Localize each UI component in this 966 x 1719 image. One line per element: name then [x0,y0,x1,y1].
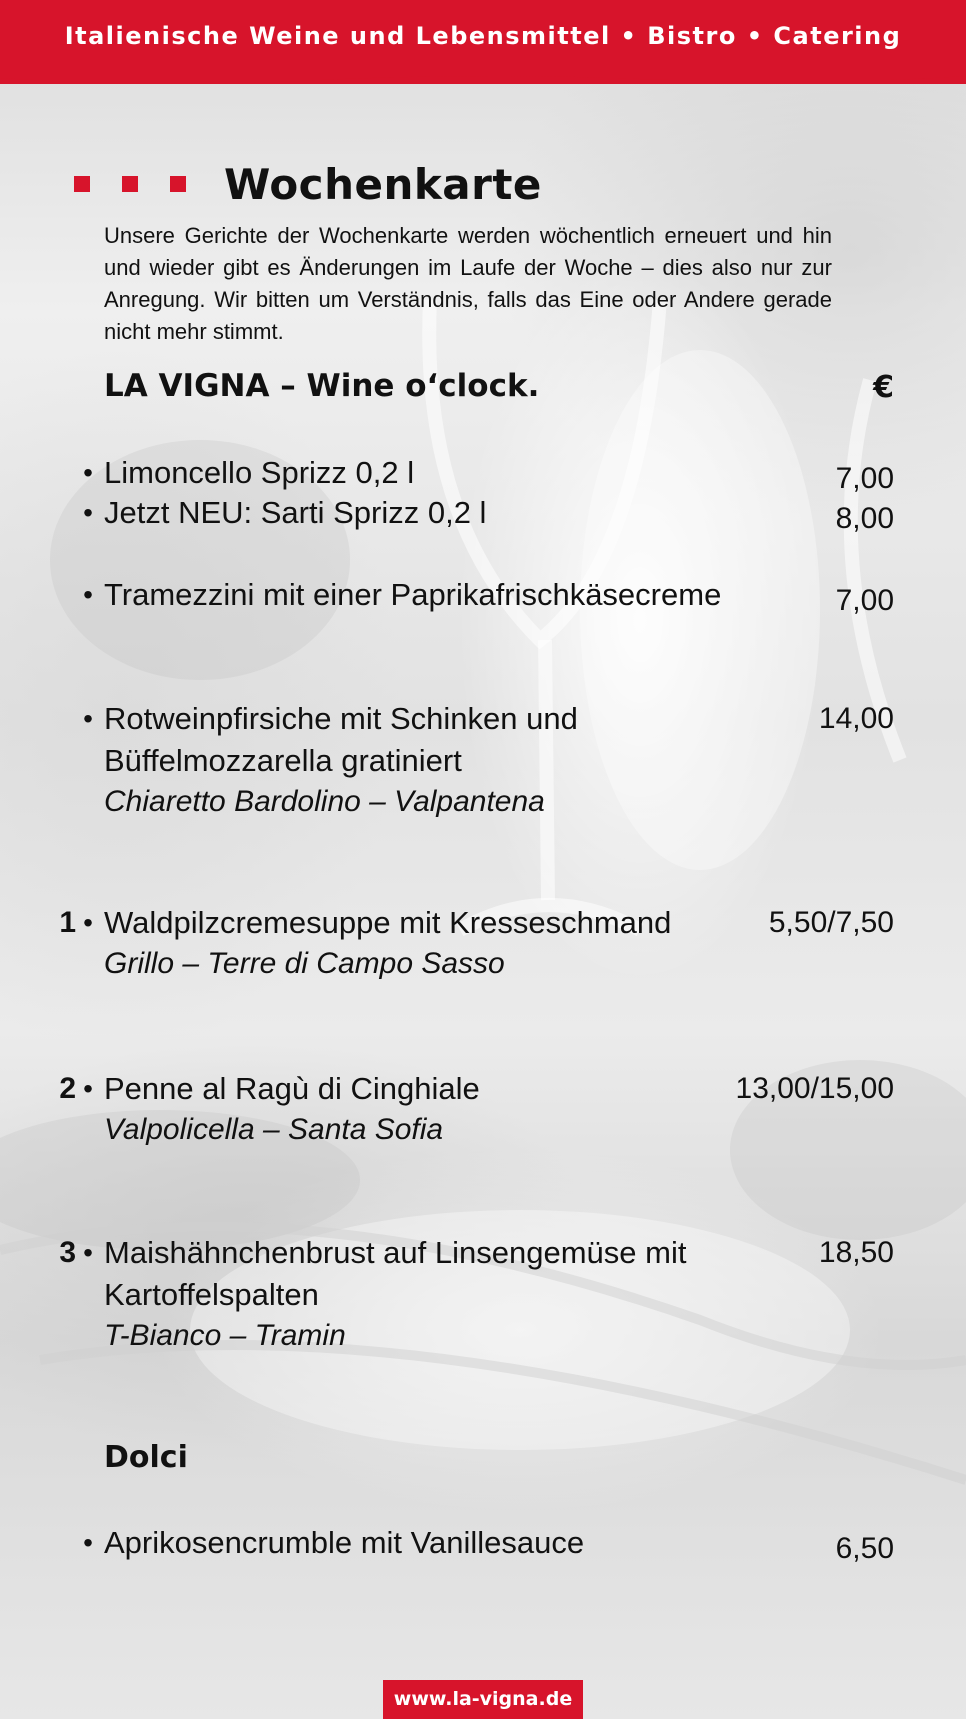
red-square-icon [74,176,90,192]
wine-pairing: Grillo – Terre di Campo Sasso [104,947,505,980]
menu-item-name [104,902,724,984]
menu-item-price: 5,50/7,50 [768,906,894,939]
bullet-icon: • [83,1237,93,1268]
bullet-icon: • [83,1073,93,1104]
bullet-icon: • [83,579,93,610]
header-tagline: Italienische Weine und Lebensmittel • Bistro • Catering [64,22,902,50]
menu-item-price: 7,00 [835,584,894,617]
menu-item-number: 1 [59,906,76,939]
menu-item-number: 3 [59,1236,76,1269]
menu-item-name: Aprikosencrumble mit Vanillesauce [104,1525,585,1560]
menu-item-name [104,1232,724,1356]
menu-item-price: 8,00 [835,502,894,535]
dolci-title: Dolci [104,1440,188,1475]
bullet-icon: • [83,457,93,488]
menu-item-title: Rotweinpfirsiche mit Schinken und Büffelmozzarella gratiniert [104,701,578,778]
menu-item-name [104,698,644,822]
menu-item-price: 7,00 [835,462,894,495]
menu-item-price: 14,00 [818,702,894,735]
red-square-icon [122,176,138,192]
menu-item-price: 13,00/15,00 [735,1072,894,1105]
menu-item-title: Maishähnchenbrust auf Linsengemüse mit Kartoffelspalten [104,1235,687,1312]
menu-item-name: Tramezzini mit einer Paprikafrischkäsecreme [104,577,722,612]
bullet-icon: • [83,703,93,734]
header-wave-edge [0,70,966,88]
menu-item-price: 18,50 [818,1236,894,1269]
menu-item-title: Penne al Ragù di Cinghiale [104,1071,480,1106]
menu-item-title: Waldpilzcremesuppe mit Kresseschmand [104,905,672,940]
red-square-icon [170,176,186,192]
intro-text: Unsere Gerichte der Wochenkarte werden wöchentlich erneuert und hin und wieder gibt es Änderungen im Laufe der Woche – dies also nur zur Anregung. Wir bitten um Verständnis, falls das Eine oder Andere gerade nicht mehr stimmt. [104,223,832,344]
menu-item-number: 2 [59,1072,76,1105]
bullet-icon: • [83,907,93,938]
menu-item-name [104,1068,724,1150]
footer-tab [383,1680,583,1719]
wine-pairing: Valpolicella – Santa Sofia [104,1113,444,1146]
section-title: LA VIGNA – Wine o‘clock. [104,368,540,404]
menu-item-name: Limoncello Sprizz 0,2 l [104,455,415,490]
currency-symbol: € [873,370,894,405]
wine-pairing: Chiaretto Bardolino – Valpantena [104,785,545,818]
menu-item-name: Jetzt NEU: Sarti Sprizz 0,2 l [104,495,487,530]
wine-pairing: T-Bianco – Tramin [104,1319,346,1352]
bullet-icon: • [83,497,93,528]
website-link[interactable]: www.la-vigna.de [393,1688,573,1710]
bullet-icon: • [83,1527,93,1558]
menu-item-price: 6,50 [835,1532,894,1565]
page-title: Wochenkarte [224,160,542,209]
